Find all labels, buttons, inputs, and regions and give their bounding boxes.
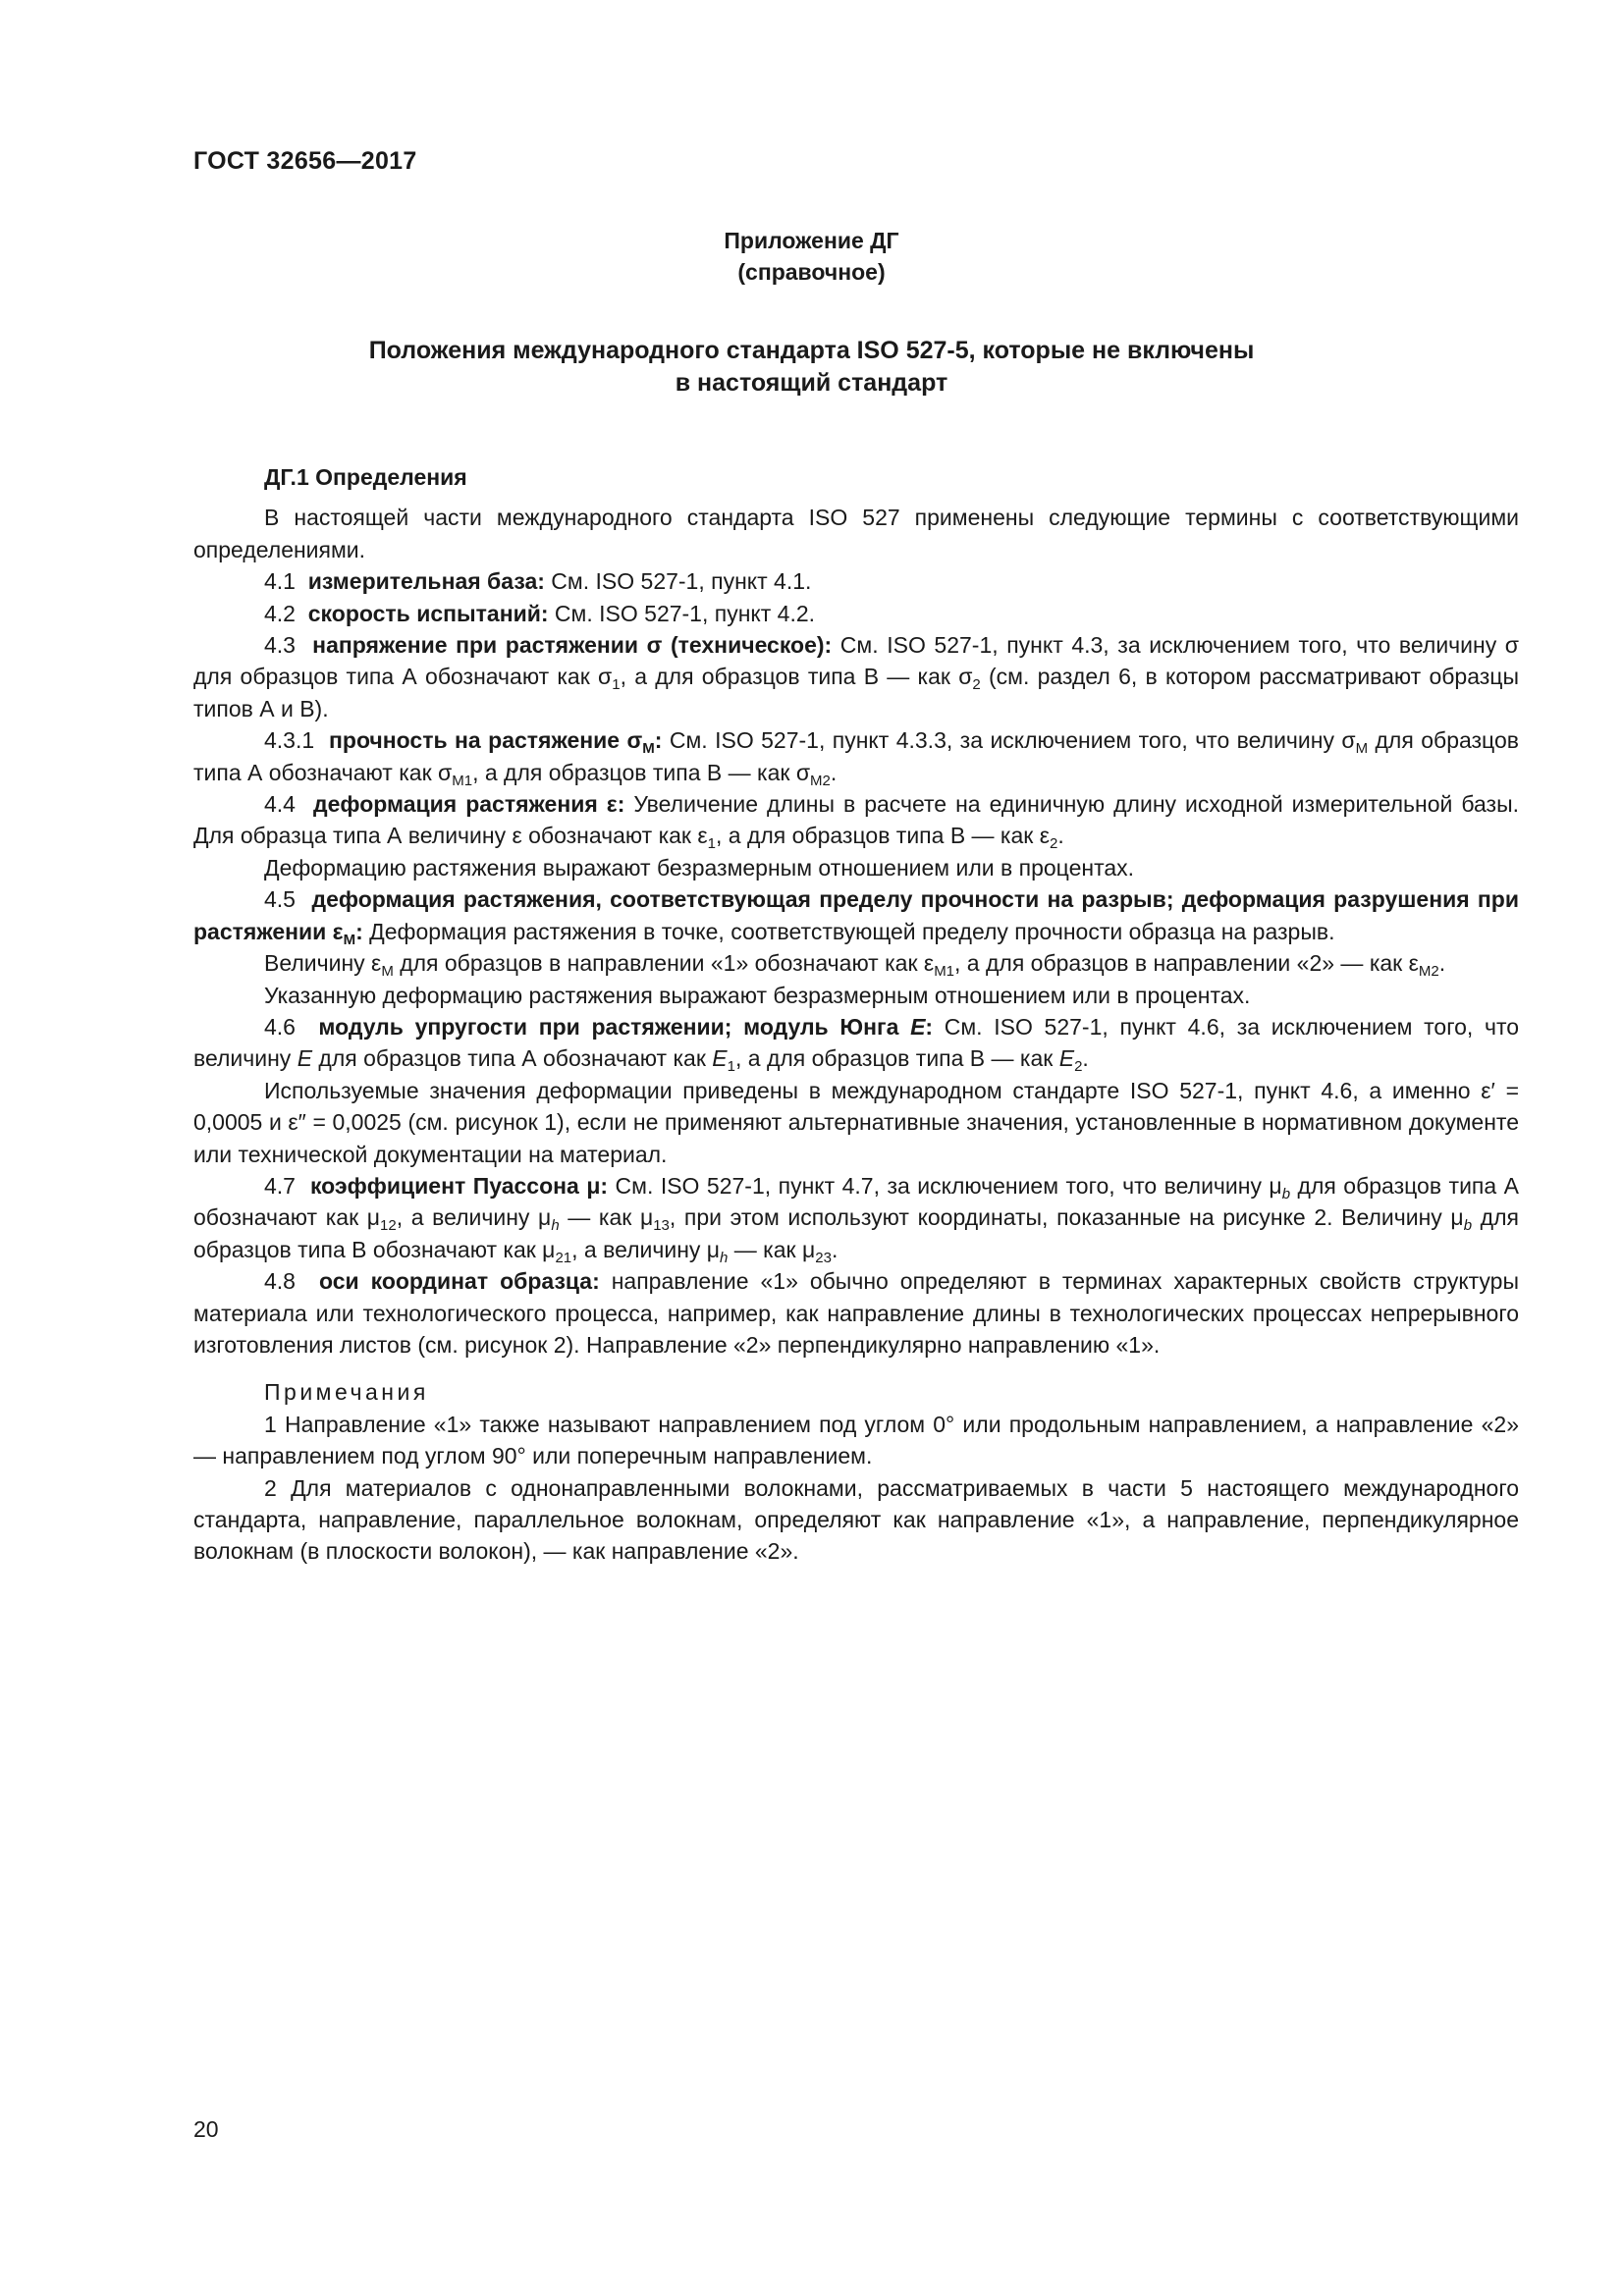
definition-text: направление «1» обычно определяют в терминах характерных свойств структуры материала или технологического процесса, например, как направление длины в технологических процессах непрерывного изготовления листов (см. рисунок 2). Направление «2» перпендикулярно направлению «1». <box>193 1268 1519 1358</box>
subscript: 1 <box>727 1058 735 1076</box>
definition-term: коэффициент Пуассона μ: <box>309 1172 609 1199</box>
term-colon: : <box>654 727 663 754</box>
subscript: M <box>642 740 655 758</box>
appendix-title-line-2: в настоящий стандарт <box>675 369 948 397</box>
definition-text: , при этом используют координаты, показанные на рисунке 2. Величину μ <box>669 1204 1464 1231</box>
definition-4-4 <box>193 788 1519 852</box>
definition-text: , а величину μ <box>396 1204 552 1231</box>
subscript: 1 <box>707 835 716 853</box>
definition-text: для образцов в направлении «1» обозначают как ε <box>393 950 935 977</box>
definition-4-3-1 <box>193 724 1519 788</box>
definition-text: См. ISO 527-1, пункт 4.3, за исключением того, что величину σ для образцов типа А обозначают как σ <box>193 632 1519 690</box>
subscript: 21 <box>555 1249 572 1266</box>
subscript: 2 <box>972 676 981 694</box>
definition-text: , а для образцов типа В — как σ <box>620 664 973 690</box>
appendix-title-line-1: Положения международного стандарта ISO 527-5, которые не включены <box>368 337 1255 364</box>
definition-text: См. ISO 527-1, пункт 4.1. <box>544 568 812 595</box>
definition-4-6 <box>193 1011 1519 1075</box>
subscript: 2 <box>1050 835 1058 853</box>
definition-text: , а для образцов в направлении «2» — как ε <box>954 950 1419 977</box>
definition-text: — как μ <box>559 1204 654 1231</box>
definition-number: 4.2 <box>264 600 296 626</box>
definition-term: измерительная база: <box>307 568 545 595</box>
definition-4-5-c: Указанную деформацию растяжения выражают безразмерным отношением или в процентах. <box>264 982 1251 1008</box>
subscript: 2 <box>1074 1058 1083 1076</box>
term-text: модуль упругости при растяжении; модуль Юнга <box>318 1013 899 1040</box>
definition-number: 4.7 <box>264 1172 296 1199</box>
definition-text: , а для образцов типа В — как ε <box>716 823 1051 849</box>
definition-text: , а для образцов типа В — как σ <box>472 759 811 785</box>
definition-4-2 <box>193 598 1519 629</box>
section-heading: ДГ.1 Определения <box>264 464 467 490</box>
definition-term: напряжение при растяжении σ (техническое): <box>312 632 833 659</box>
definition-number: 4.1 <box>264 568 296 595</box>
term-text: деформация растяжения, соответствующая пределу прочности на разрыв; деформация разрушения при растяжении ε <box>193 886 1520 944</box>
subscript: 13 <box>653 1217 670 1235</box>
page-number: 20 <box>193 2116 219 2142</box>
definition-4-4-note: Деформацию растяжения выражают безразмерным отношением или в процентах. <box>264 854 1135 881</box>
definition-text: — как μ <box>728 1236 816 1262</box>
term-colon: : <box>925 1013 934 1040</box>
definition-number: 4.3.1 <box>264 727 315 754</box>
definition-text: См. ISO 527-1, пункт 4.3.3, за исключением того, что величину σ <box>662 727 1356 754</box>
definition-text: См. ISO 527-1, пункт 4.2. <box>548 600 816 626</box>
definition-4-7 <box>193 1170 1519 1265</box>
definition-number: 4.5 <box>264 886 296 913</box>
subscript: 23 <box>815 1249 832 1266</box>
subscript: M <box>1355 740 1369 758</box>
notes-heading: Примечания <box>264 1379 429 1406</box>
definition-text: Величину ε <box>264 950 382 977</box>
definition-number: 4.8 <box>264 1268 296 1295</box>
definition-text: . <box>1082 1045 1089 1072</box>
definition-4-1 <box>193 565 1519 597</box>
definition-4-8 <box>193 1265 1519 1361</box>
definition-term <box>329 727 663 758</box>
subscript: h <box>551 1217 560 1235</box>
subscript: M1 <box>452 772 473 789</box>
definition-text: . <box>830 759 838 785</box>
definition-number: 4.3 <box>264 632 296 659</box>
definition-text: См. ISO 527-1, пункт 4.6, за исключением того, что величину <box>193 1013 1520 1072</box>
appendix-label: Приложение ДГ <box>724 228 899 253</box>
subscript: M2 <box>810 772 831 789</box>
note-item-1: 1 Направление «1» также называют направлением под углом 0° или продольным направлением, а направление «2» — направлением под углом 90° или поперечным направлением. <box>193 1411 1519 1469</box>
subscript: b <box>1281 1185 1291 1202</box>
definition-text: , а для образцов типа В — как <box>734 1045 1059 1072</box>
definition-4-3 <box>193 629 1519 724</box>
subscript: 1 <box>612 676 621 694</box>
symbol: E <box>1058 1045 1075 1072</box>
document-code: ГОСТ 32656—2017 <box>193 147 417 175</box>
definition-text: . <box>1438 950 1446 977</box>
definition-text: для образцов типа А обозначают как μ <box>193 1172 1519 1231</box>
definition-text: для образцов типа А обозначают как σ <box>193 727 1519 785</box>
subscript: M <box>343 931 356 948</box>
definition-4-5 <box>193 883 1519 947</box>
term-symbol: E <box>910 1013 926 1040</box>
symbol: E <box>712 1045 728 1072</box>
term-colon: : <box>355 918 363 944</box>
definition-text: Увеличение длины в расчете на единичную длину исходной измерительной базы. Для образца типа А величину ε обозначают как ε <box>193 791 1519 849</box>
subscript: M1 <box>934 963 955 981</box>
definition-text: для образцов типа А обозначают как <box>312 1045 713 1072</box>
subscript: h <box>720 1249 729 1266</box>
document-body <box>193 461 1519 1568</box>
definition-text: См. ISO 527-1, пункт 4.7, за исключением того, что величину μ <box>608 1172 1282 1199</box>
definition-text: . <box>1057 823 1064 849</box>
definition-term: скорость испытаний: <box>307 600 549 626</box>
appendix-status: (справочное) <box>737 259 886 285</box>
definition-4-6-b: Используемые значения деформации приведены в международном стандарте ISO 527-1, пункт 4.6, а именно ε′ = 0,0005 и ε″ = 0,0025 (см. рисунок 1), если не применяют альтернативные значения, установленные в нормативном документе или технической документации на материал. <box>193 1077 1519 1167</box>
subscript: b <box>1463 1217 1473 1235</box>
definition-text: . <box>831 1236 839 1262</box>
definition-term: оси координат образца: <box>318 1268 600 1295</box>
definition-number: 4.4 <box>264 791 296 818</box>
definition-term: деформация растяжения ε: <box>313 791 625 818</box>
subscript: M <box>381 963 394 981</box>
definition-4-5-b <box>193 947 1519 979</box>
subscript: M2 <box>1418 963 1439 981</box>
definition-text: Деформация растяжения в точке, соответствующей пределу прочности образца на разрыв. <box>362 918 1335 944</box>
definition-text: , а величину μ <box>571 1236 721 1262</box>
intro-paragraph: В настоящей части международного стандарта ISO 527 применены следующие термины с соответствующими определениями. <box>193 505 1519 562</box>
symbol: E <box>297 1045 313 1072</box>
definition-text: для образцов типа В обозначают как μ <box>193 1204 1519 1262</box>
definition-term <box>318 1014 933 1040</box>
definition-number: 4.6 <box>264 1013 296 1040</box>
definition-text: (см. раздел 6, в котором рассматривают образцы типов А и В). <box>193 664 1519 721</box>
subscript: 12 <box>380 1217 397 1235</box>
term-text: прочность на растяжение σ <box>329 727 643 754</box>
note-item-2: 2 Для материалов с однонаправленными волокнами, рассматриваемых в части 5 настоящего международного стандарта, направление, параллельное волокнам, определяют как направление «1», а направление, перпендикулярное волокнам (в плоскости волокон), — как направление «2». <box>193 1474 1519 1565</box>
